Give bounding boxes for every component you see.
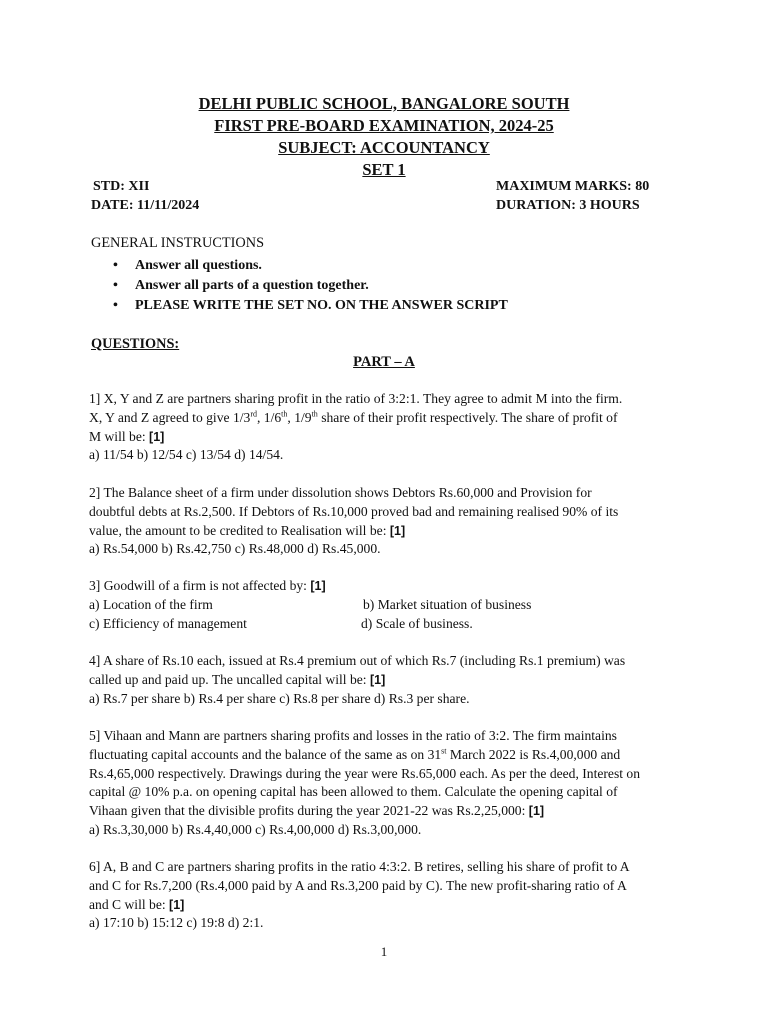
exam-title: FIRST PRE-BOARD EXAMINATION, 2024-25 xyxy=(214,116,554,135)
marks-badge: [1] xyxy=(169,897,185,912)
instruction-item: • Answer all parts of a question together. xyxy=(113,278,369,293)
option-d: d) Scale of business. xyxy=(361,615,473,631)
std-label: STD: XII xyxy=(93,179,150,194)
answer-options: a) Rs.3,30,000 b) Rs.4,40,000 c) Rs.4,00,000 d) Rs.3,00,000. xyxy=(89,821,422,837)
marks-badge: [1] xyxy=(528,804,545,819)
marks-badge: [1] xyxy=(389,523,406,538)
option-a: a) Location of the firm xyxy=(89,596,213,612)
marks-badge: [1] xyxy=(149,429,165,444)
question-2: 2] The Balance sheet of a firm under dissolution shows Debtors Rs.60,000 and Provision for doubtful debts at Rs.2,500. If Debtors of Rs.10,000 proved bad and remaining realised 90% of its value, the amount to be credited to Realisation will be: [1] a) Rs.54,000 b) Rs.42,750 c) Rs.48,000 d) Rs.45,000. xyxy=(89,484,689,559)
subject-title: SUBJECT: ACCOUNTANCY xyxy=(278,138,490,157)
school-name: DELHI PUBLIC SCHOOL, BANGALORE SOUTH xyxy=(198,94,570,113)
marks-badge: [1] xyxy=(369,672,386,687)
date-label: DATE: 11/11/2024 xyxy=(91,198,200,213)
questions-title: QUESTIONS: xyxy=(91,336,180,352)
option-c: c) Efficiency of management xyxy=(89,615,247,631)
bullet-icon: • xyxy=(113,258,118,273)
instruction-item: • Answer all questions. xyxy=(113,258,262,273)
page-number: 1 xyxy=(380,944,388,959)
bullet-icon: • xyxy=(113,298,118,313)
question-3: 3] Goodwill of a firm is not affected by: [1] a) Location of the firm b) Market situation of business c) Efficiency of management d) Scale of business. xyxy=(89,577,689,633)
instruction-item: • PLEASE WRITE THE SET NO. ON THE ANSWER SCRIPT xyxy=(113,298,508,313)
bullet-icon: • xyxy=(113,278,118,293)
answer-options: a) 17:10 b) 15:12 c) 19:8 d) 2:1. xyxy=(89,915,264,931)
question-1: 1] X, Y and Z are partners sharing profit in the ratio of 3:2:1. They agree to admit M into the firm. X, Y and Z agreed to give 1/3rd, 1/6th, 1/9th share of their profit respectively. The share of profit of M will be: [1] a) 11/54 b) 12/54 c) 13/54 d) 14/54. xyxy=(89,390,689,465)
set-number: SET 1 xyxy=(362,160,406,179)
part-title: PART – A xyxy=(353,354,415,370)
answer-options: a) Rs.7 per share b) Rs.4 per share c) Rs.8 per share d) Rs.3 per share. xyxy=(89,690,470,706)
instructions-title: GENERAL INSTRUCTIONS xyxy=(91,235,265,251)
max-marks-label: MAXIMUM MARKS: 80 xyxy=(496,179,650,194)
marks-badge: [1] xyxy=(310,579,326,593)
question-6: 6] A, B and C are partners sharing profits in the ratio 4:3:2. B retires, selling his share of profit to A and C for Rs.7,200 (Rs.4,000 paid by A and Rs.3,200 paid by C). The new profit-sharing ratio of A and C will be: [1] a) 17:10 b) 15:12 c) 19:8 d) 2:1. xyxy=(89,858,689,933)
question-5: 5] Vihaan and Mann are partners sharing profits and losses in the ratio of 3:2. The firm maintains fluctuating capital accounts and the balance of the same as on 31st March 2022 is Rs.4,00,000 and Rs.4,65,000 respectively. Drawings during the year were Rs.65,000 each. As per the deed, Interest on capital @ 10% p.a. on opening capital has been allowed to them. Calculate the opening capital of Vihaan given that the divisible profits during the year 2021-22 was Rs.2,25,000: [1] a) Rs.3,30,000 b) Rs.4,40,000 c) Rs.4,00,000 d) Rs.3,00,000. xyxy=(89,727,689,840)
question-4: 4] A share of Rs.10 each, issued at Rs.4 premium out of which Rs.7 (including Rs.1 premium) was called up and paid up. The uncalled capital will be: [1] a) Rs.7 per share b) Rs.4 per share c) Rs.8 per share d) Rs.3 per share. xyxy=(89,652,689,708)
duration-label: DURATION: 3 HOURS xyxy=(496,198,640,213)
answer-options: a) 11/54 b) 12/54 c) 13/54 d) 14/54. xyxy=(89,447,284,463)
answer-options: a) Rs.54,000 b) Rs.42,750 c) Rs.48,000 d) Rs.45,000. xyxy=(89,541,381,557)
option-b: b) Market situation of business xyxy=(363,596,532,612)
